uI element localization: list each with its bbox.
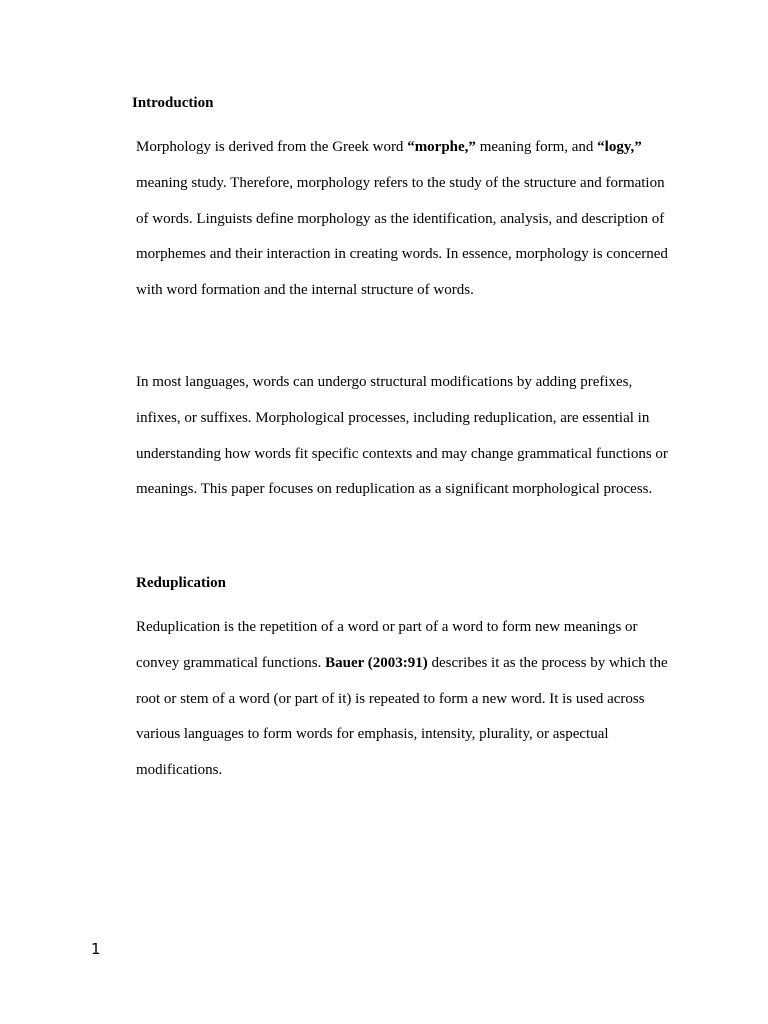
text-line: infixes, or suffixes. Morphological processes, including reduplication, are essential in xyxy=(136,409,650,426)
bold-term-morphe: “morphe,” xyxy=(407,139,476,155)
bold-term-logy: “logy,” xyxy=(597,139,642,155)
text-line xyxy=(136,646,681,682)
bold-citation: Bauer (2003:91) xyxy=(325,654,428,671)
reduplication-paragraph-1 xyxy=(136,610,681,789)
text-span: meaning form, and xyxy=(475,139,598,155)
text-line: meanings. This paper focuses on reduplication as a significant morphological process. xyxy=(136,481,653,498)
text-line: various languages to form words for emphasis, intensity, plurality, or aspectual xyxy=(136,726,609,743)
text-line: Reduplication is the repetition of a word or part of a word to form new meanings or xyxy=(136,619,638,635)
text-line: morphemes and their interaction in creating words. In essence, morphology is concerned xyxy=(136,246,668,263)
text-line: with word formation and the internal structure of words. xyxy=(136,282,474,299)
text-line: modifications. xyxy=(136,762,223,779)
page-number: 1 xyxy=(91,940,101,958)
introduction-heading: Introduction xyxy=(132,95,214,111)
text-span: Morphology is derived from the Greek word xyxy=(136,139,408,155)
introduction-paragraph-2 xyxy=(136,365,681,508)
text-span: describes it as the process by which the xyxy=(427,654,668,671)
text-line: of words. Linguists define morphology as the identification, analysis, and description of xyxy=(136,210,665,227)
text-line xyxy=(136,130,681,166)
reduplication-heading: Reduplication xyxy=(136,575,227,591)
text-line: understanding how words fit specific contexts and may change grammatical functions or xyxy=(136,445,668,462)
text-line: meaning study. Therefore, morphology refers to the study of the structure and formation xyxy=(136,174,665,191)
text-line: root or stem of a word (or part of it) is repeated to form a new word. It is used across xyxy=(136,690,645,707)
introduction-paragraph-1 xyxy=(136,130,681,309)
text-span: convey grammatical functions. xyxy=(136,654,326,671)
text-line: In most languages, words can undergo structural modifications by adding prefixes, xyxy=(136,374,633,390)
